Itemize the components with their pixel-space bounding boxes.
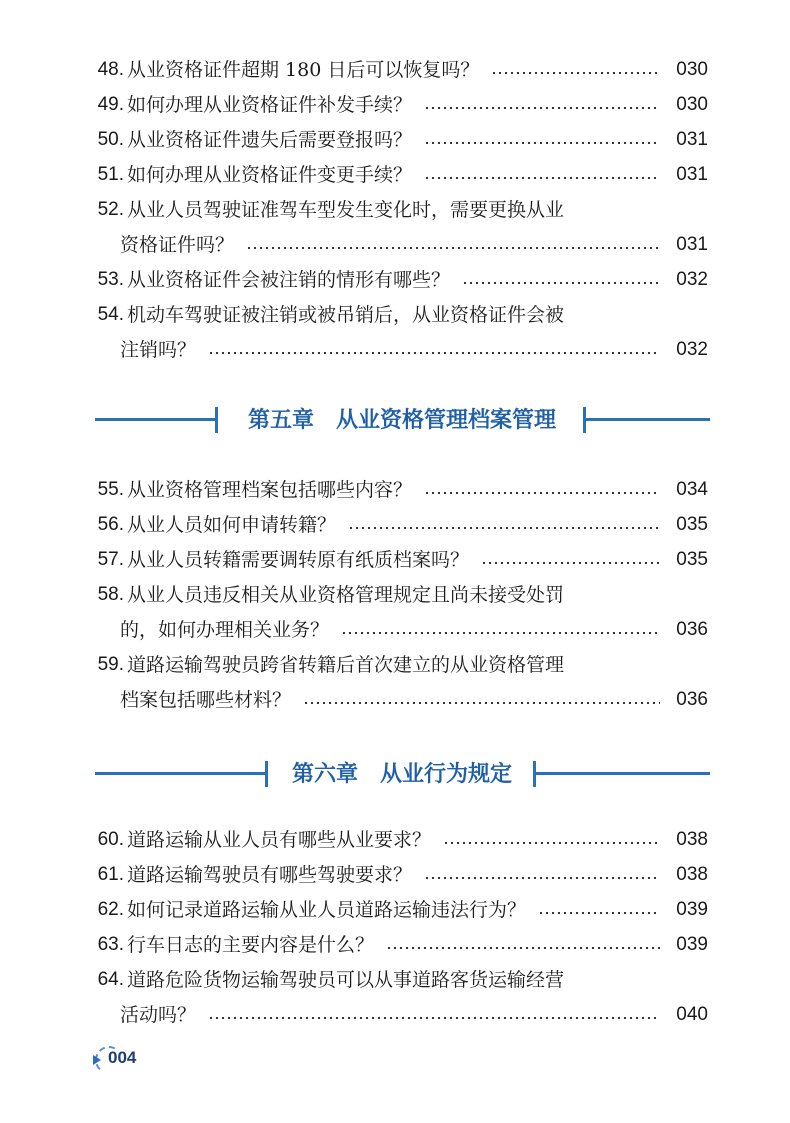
toc-line xyxy=(0,932,790,958)
entry-number: 61. xyxy=(97,864,124,885)
chapter-title: 第五章 从业资格管理档案管理 xyxy=(247,407,556,433)
entry-title[interactable]: 如何办理从业资格证件变更手续？ xyxy=(127,164,413,186)
toc-line xyxy=(0,302,790,328)
entry-number: 60. xyxy=(97,829,124,850)
leader-dots xyxy=(208,1017,660,1019)
entry-page-number[interactable]: 030 xyxy=(676,94,708,115)
entry-title[interactable]: 的，如何办理相关业务？ xyxy=(120,619,330,641)
chapter-heading-6 xyxy=(0,753,790,793)
toc-line xyxy=(0,92,790,118)
entry-page-number[interactable]: 035 xyxy=(676,514,708,535)
toc-line xyxy=(0,57,790,83)
entry-number: 48. xyxy=(97,59,124,80)
entry-number: 57. xyxy=(97,549,124,570)
entry-page-number[interactable]: 031 xyxy=(676,164,708,185)
toc-line xyxy=(0,162,790,188)
entry-number: 55. xyxy=(97,479,124,500)
leader-dots xyxy=(386,947,660,949)
entry-page-number[interactable]: 032 xyxy=(676,339,708,360)
entry-page-number[interactable]: 031 xyxy=(676,234,708,255)
leader-dots xyxy=(208,352,660,354)
entry-title[interactable]: 活动吗？ xyxy=(120,1004,197,1026)
leader-dots xyxy=(348,527,660,529)
toc-line xyxy=(0,477,790,503)
entry-number: 59. xyxy=(97,654,124,675)
page-number: 004 xyxy=(108,1048,137,1067)
entry-title[interactable]: 从业资格证件超期 180 日后可以恢复吗？ xyxy=(127,59,480,81)
toc-line xyxy=(0,827,790,853)
entry-title[interactable]: 从业人员转籍需要调转原有纸质档案吗？ xyxy=(127,549,470,571)
entry-page-number[interactable]: 035 xyxy=(676,549,708,570)
entry-number: 56. xyxy=(97,514,124,535)
entry-page-number[interactable]: 036 xyxy=(676,689,708,710)
entry-number: 63. xyxy=(97,934,124,955)
entry-title[interactable]: 道路运输从业人员有哪些从业要求？ xyxy=(127,829,432,851)
leader-dots xyxy=(538,912,660,914)
entry-number: 49. xyxy=(97,94,124,115)
entry-page-number[interactable]: 034 xyxy=(676,479,708,500)
toc-line xyxy=(0,337,790,363)
toc-line xyxy=(0,232,790,258)
leader-dots xyxy=(443,842,660,844)
entry-number: 50. xyxy=(97,129,124,150)
chapter-title: 第六章 从业行为规定 xyxy=(291,761,512,787)
entry-title[interactable]: 从业人员如何申请转籍？ xyxy=(127,514,337,536)
leader-dots xyxy=(424,492,660,494)
entry-title[interactable]: 资格证件吗？ xyxy=(120,234,235,256)
leader-dots xyxy=(246,247,660,249)
leader-dots xyxy=(491,72,660,74)
toc-line xyxy=(0,862,790,888)
chapter-bracket-left xyxy=(265,761,268,787)
arrow-icon xyxy=(93,1055,101,1065)
toc-line xyxy=(0,547,790,573)
entry-number: 58. xyxy=(97,584,124,605)
entry-title[interactable]: 道路危险货物运输驾驶员可以从事道路客货运输经营 xyxy=(127,969,565,991)
entry-page-number[interactable]: 039 xyxy=(676,934,708,955)
entry-title[interactable]: 注销吗？ xyxy=(120,339,197,361)
toc-line xyxy=(0,197,790,223)
entry-page-number[interactable]: 040 xyxy=(676,1004,708,1025)
entry-number: 53. xyxy=(97,269,124,290)
chapter-bracket-left xyxy=(215,407,218,433)
entry-title[interactable]: 从业人员违反相关从业资格管理规定且尚未接受处罚 xyxy=(127,584,565,606)
entry-title[interactable]: 如何记录道路运输从业人员道路运输违法行为？ xyxy=(127,899,527,921)
entry-title[interactable]: 机动车驾驶证被注销或被吊销后，从业资格证件会被 xyxy=(127,304,565,326)
entry-number: 52. xyxy=(97,199,124,220)
entry-number: 54. xyxy=(97,304,124,325)
leader-dots xyxy=(424,177,660,179)
entry-page-number[interactable]: 038 xyxy=(676,829,708,850)
toc-line xyxy=(0,512,790,538)
chapter-rule-left xyxy=(95,418,215,421)
chapter-rule-right xyxy=(586,418,710,421)
entry-page-number[interactable]: 036 xyxy=(676,619,708,640)
toc-line xyxy=(0,1002,790,1028)
entry-number: 62. xyxy=(97,899,124,920)
entry-title[interactable]: 从业人员驾驶证准驾车型发生变化时，需要更换从业 xyxy=(127,199,565,221)
entry-title[interactable]: 行车日志的主要内容是什么？ xyxy=(127,934,375,956)
entry-page-number[interactable]: 030 xyxy=(676,59,708,80)
toc-line xyxy=(0,967,790,993)
leader-dots xyxy=(341,632,660,634)
leader-dots xyxy=(424,877,660,879)
entry-number: 64. xyxy=(97,969,124,990)
toc-line xyxy=(0,652,790,678)
entry-title[interactable]: 道路运输驾驶员有哪些驾驶要求？ xyxy=(127,864,413,886)
entry-title[interactable]: 从业资格证件遗失后需要登报吗？ xyxy=(127,129,413,151)
toc-line xyxy=(0,687,790,713)
leader-dots xyxy=(303,702,660,704)
entry-page-number[interactable]: 032 xyxy=(676,269,708,290)
entry-number: 51. xyxy=(97,164,124,185)
toc-line xyxy=(0,582,790,608)
entry-page-number[interactable]: 039 xyxy=(676,899,708,920)
leader-dots xyxy=(462,282,660,284)
toc-line xyxy=(0,897,790,923)
chapter-rule-right xyxy=(536,772,710,775)
chapter-heading-5 xyxy=(0,399,790,439)
toc-line xyxy=(0,127,790,153)
leader-dots xyxy=(481,562,660,564)
entry-title[interactable]: 档案包括哪些材料？ xyxy=(120,689,292,711)
entry-title[interactable]: 从业资格管理档案包括哪些内容？ xyxy=(127,479,413,501)
toc-line xyxy=(0,267,790,293)
entry-page-number[interactable]: 038 xyxy=(676,864,708,885)
chapter-rule-left xyxy=(95,772,265,775)
entry-title[interactable]: 道路运输驾驶员跨省转籍后首次建立的从业资格管理 xyxy=(127,654,565,676)
entry-title[interactable]: 从业资格证件会被注销的情形有哪些？ xyxy=(127,269,451,291)
leader-dots xyxy=(424,107,660,109)
leader-dots xyxy=(424,142,660,144)
entry-title[interactable]: 如何办理从业资格证件补发手续？ xyxy=(127,94,413,116)
toc-line xyxy=(0,617,790,643)
entry-page-number[interactable]: 031 xyxy=(676,129,708,150)
